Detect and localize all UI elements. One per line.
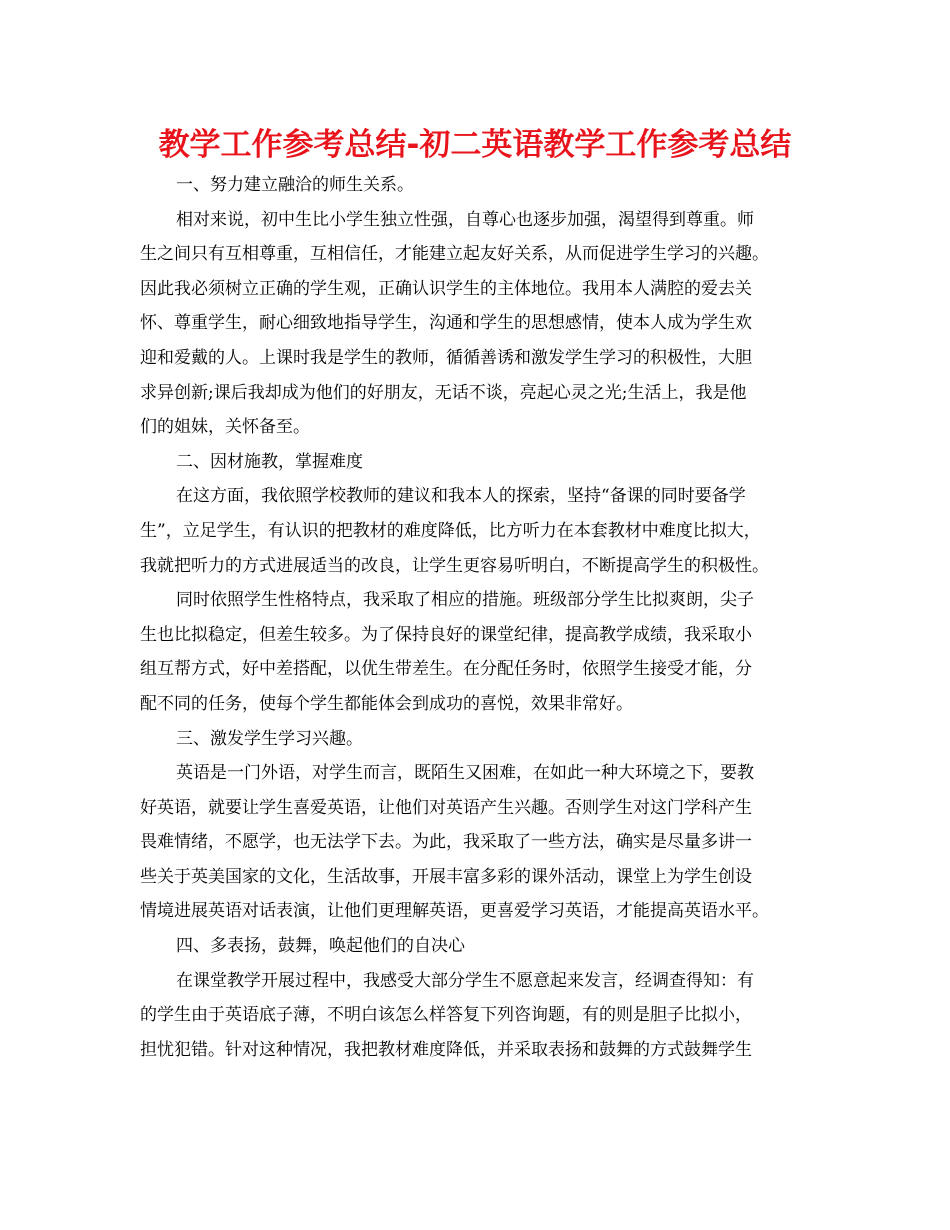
text-line: 我就把听力的方式进展适当的改良，让学生更容易听明白，不断提高学生的积极性。 bbox=[140, 555, 769, 576]
text-line: 四、多表扬，鼓舞，唤起他们的自决心 bbox=[176, 936, 465, 957]
text-line: 组互帮方式，好中差搭配，以优生带差生。在分配任务时，依照学生接受才能，分 bbox=[140, 659, 752, 680]
text-line: 生”，立足学生，有认识的把教材的难度降低，比方听力在本套教材中难度比拟大， bbox=[140, 520, 761, 541]
text-line: 生也比拟稳定，但差生较多。为了保持良好的课堂纪律，提高教学成绩，我采取小 bbox=[140, 624, 752, 645]
text-line: 求异创新;课后我却成为他们的好朋友，无话不谈，亮起心灵之光;生活上，我是他 bbox=[140, 382, 747, 403]
text-line: 在课堂教学开展过程中，我感受大部分学生不愿意起来发言，经调查得知：有 bbox=[176, 970, 754, 991]
text-line: 担忧犯错。针对这种情况，我把教材难度降低，并采取表扬和鼓舞的方式鼓舞学生 bbox=[140, 1039, 752, 1060]
text-line: 因此我必须树立正确的学生观，正确认识学生的主体地位。我用本人满腔的爱去关 bbox=[140, 278, 752, 299]
text-line: 怀、尊重学生，耐心细致地指导学生，沟通和学生的思想感情，使本人成为学生欢 bbox=[140, 313, 752, 334]
text-line: 畏难情绪，不愿学，也无法学下去。为此，我采取了一些方法，确实是尽量多讲一 bbox=[140, 832, 752, 853]
text-line: 情境进展英语对话表演，让他们更理解英语，更喜爱学习英语，才能提高英语水平。 bbox=[140, 901, 769, 922]
text-line: 三、激发学生学习兴趣。 bbox=[176, 728, 363, 749]
text-line: 二、因材施教，掌握难度 bbox=[176, 451, 363, 472]
document-title: 教学工作参考总结-初二英语教学工作参考总结 bbox=[158, 127, 792, 163]
text-line: 迎和爱戴的人。上课时我是学生的教师，循循善诱和激发学生学习的积极性，大胆 bbox=[140, 347, 752, 368]
text-line: 英语是一门外语，对学生而言，既陌生又困难，在如此一种大环境之下，要教 bbox=[176, 763, 754, 784]
text-line: 配不同的任务，使每个学生都能体会到成功的喜悦，效果非常好。 bbox=[140, 693, 633, 714]
text-line: 同时依照学生性格特点，我采取了相应的措施。班级部分学生比拟爽朗，尖子 bbox=[176, 590, 754, 611]
text-line: 的学生由于英语底子薄，不明白该怎么样答复下列咨询题，有的则是胆子比拟小， bbox=[140, 1005, 752, 1026]
text-line: 相对来说，初中生比小学生独立性强，自尊心也逐步加强，渴望得到尊重。师 bbox=[176, 209, 754, 230]
text-line: 些关于英美国家的文化，生活故事，开展丰富多彩的课外活动，课堂上为学生创设 bbox=[140, 866, 752, 887]
text-line: 在这方面，我依照学校教师的建议和我本人的探索，坚持“备课的同时要备学 bbox=[176, 486, 746, 507]
text-line: 好英语，就要让学生喜爱英语，让他们对英语产生兴趣。否则学生对这门学科产生 bbox=[140, 797, 752, 818]
text-line: 们的姐妹，关怀备至。 bbox=[140, 417, 310, 438]
document-body bbox=[140, 168, 830, 1067]
text-line: 生之间只有互相尊重，互相信任，才能建立起友好关系，从而促进学生学习的兴趣。 bbox=[140, 244, 769, 265]
text-line: 一、努力建立融洽的师生关系。 bbox=[176, 175, 414, 195]
